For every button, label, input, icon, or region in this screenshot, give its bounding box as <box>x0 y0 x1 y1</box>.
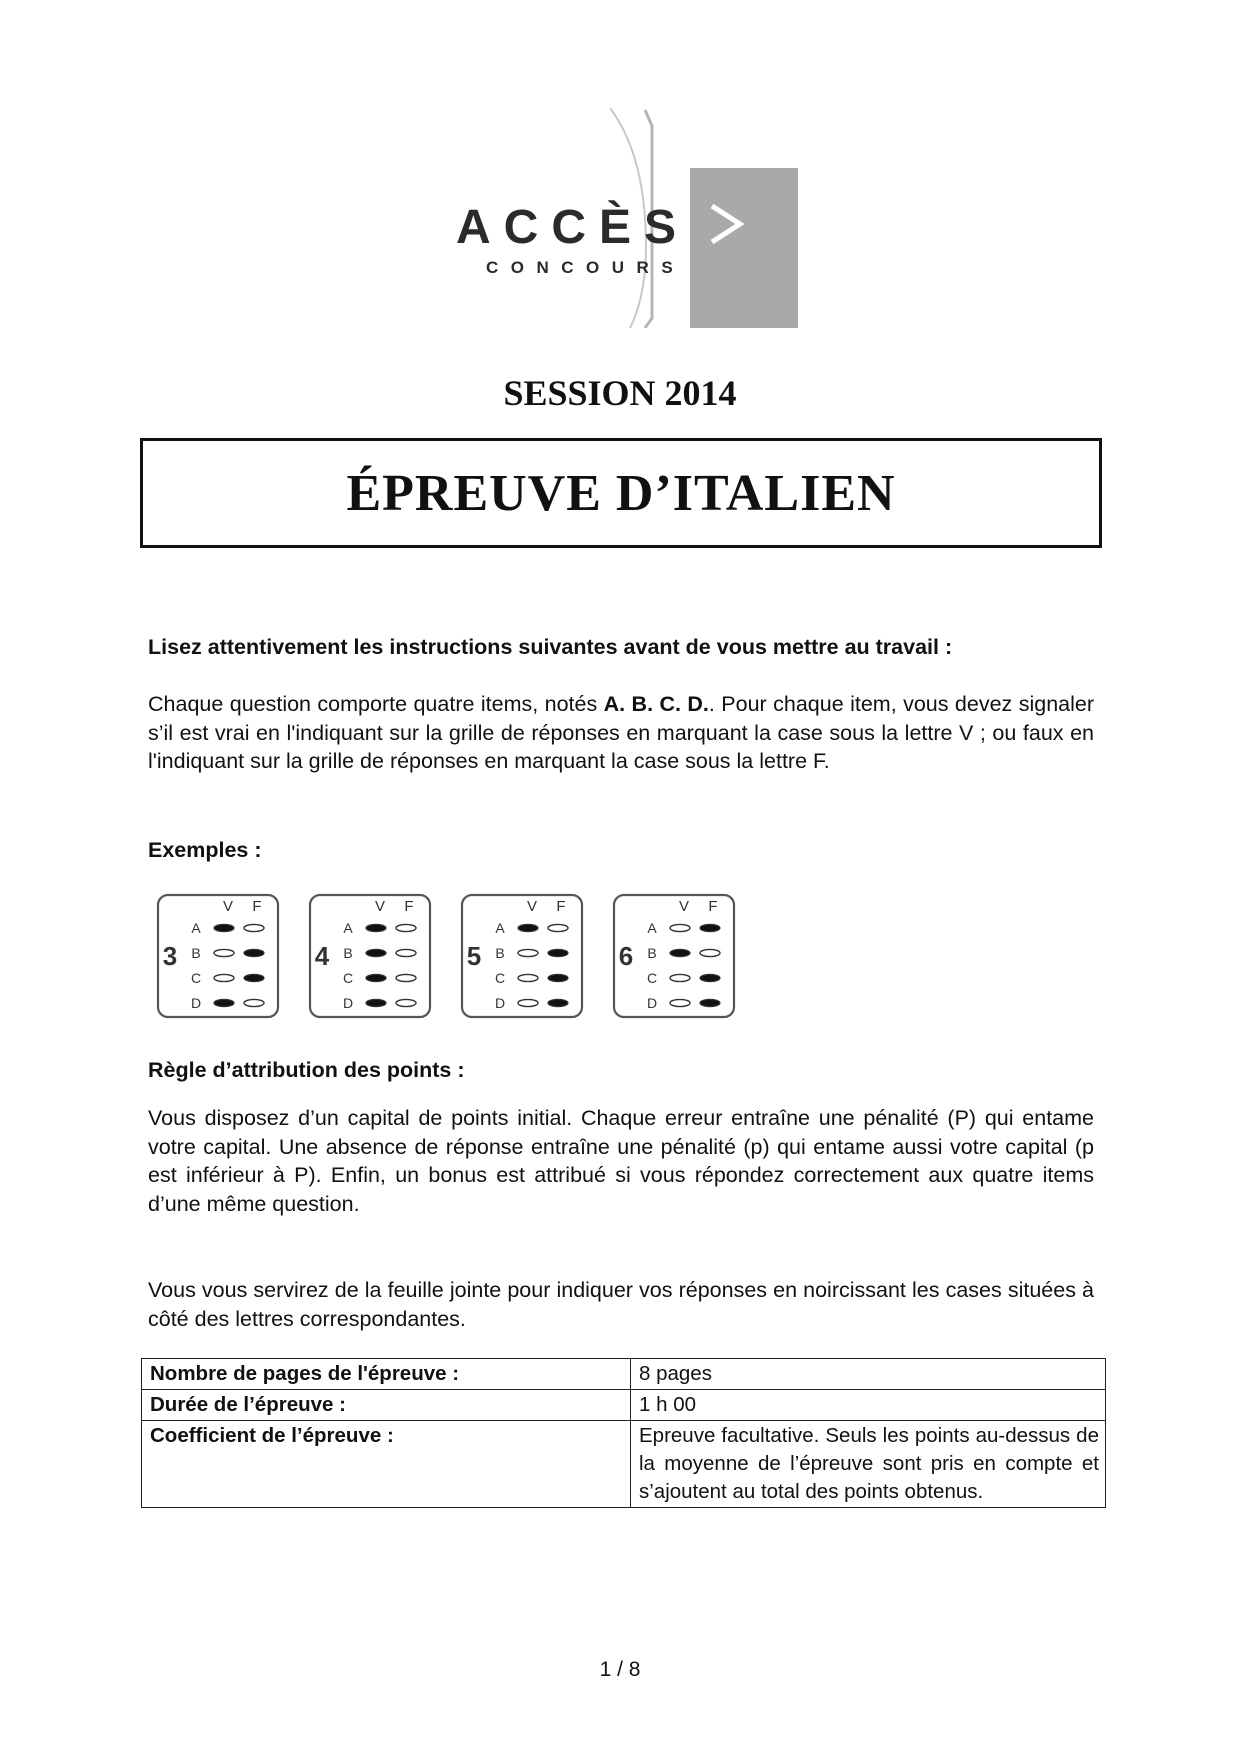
row-label: C <box>494 970 506 986</box>
filled-bubble <box>518 924 538 931</box>
exam-title-box <box>140 438 1102 548</box>
info-label: Coefficient de l’épreuve : <box>142 1421 631 1508</box>
empty-bubble <box>670 974 690 981</box>
empty-bubble <box>670 999 690 1006</box>
filled-bubble <box>214 924 234 931</box>
rules-heading: Règle d’attribution des points : <box>148 1058 465 1082</box>
info-label: Durée de l’épreuve : <box>142 1390 631 1421</box>
filled-bubble <box>548 974 568 981</box>
column-label-f: F <box>404 898 414 915</box>
row-label: C <box>646 970 658 986</box>
empty-bubble <box>396 949 416 956</box>
row-label: A <box>191 920 201 936</box>
table-row <box>142 1359 1106 1390</box>
question-number: 4 <box>314 941 330 971</box>
filled-bubble <box>670 949 690 956</box>
filled-bubble <box>366 949 386 956</box>
row-label: B <box>191 945 201 961</box>
column-label-v: V <box>678 898 690 915</box>
info-value: 8 pages <box>631 1359 1106 1390</box>
filled-bubble <box>366 924 386 931</box>
example-card <box>156 893 280 1019</box>
row-label: B <box>647 945 657 961</box>
answer-grid <box>460 893 584 1019</box>
exam-info-table <box>141 1358 1106 1508</box>
logo-word-concours: CONCOURS <box>486 258 686 277</box>
row-label: C <box>342 970 354 986</box>
filled-bubble <box>244 974 264 981</box>
column-label-v: V <box>374 898 386 915</box>
filled-bubble <box>548 999 568 1006</box>
instructions-text-2: . Pour chaque item, vous devez signaler s’il est vrai en l'indiquant sur la grille de réponses en marquant la case sous la lettre V ; ou faux en l'indiquant sur la grille de réponses en marquant la case sous la lettre F. <box>148 692 1095 773</box>
filled-bubble <box>548 949 568 956</box>
column-label-v: V <box>526 898 538 915</box>
empty-bubble <box>670 924 690 931</box>
empty-bubble <box>214 974 234 981</box>
filled-bubble <box>214 999 234 1006</box>
empty-bubble <box>396 999 416 1006</box>
info-label: Nombre de pages de l'épreuve : <box>142 1359 631 1390</box>
example-card <box>308 893 432 1019</box>
instructions-paragraph <box>148 690 1094 776</box>
logo-gray-panel <box>690 168 798 328</box>
row-label: B <box>343 945 353 961</box>
answer-sheet-note: Vous vous servirez de la feuille jointe pour indiquer vos réponses en noircissant les cases situées à côté des lettres correspondantes. <box>148 1278 1094 1331</box>
question-number: 3 <box>162 941 178 971</box>
answer-grid <box>156 893 280 1019</box>
filled-bubble <box>244 949 264 956</box>
column-label-f: F <box>708 898 718 915</box>
row-label: D <box>646 995 658 1011</box>
empty-bubble <box>396 924 416 931</box>
column-label-f: F <box>556 898 566 915</box>
empty-bubble <box>548 924 568 931</box>
row-label: D <box>342 995 354 1011</box>
empty-bubble <box>518 949 538 956</box>
empty-bubble <box>244 999 264 1006</box>
row-label: B <box>495 945 505 961</box>
filled-bubble <box>366 974 386 981</box>
row-label: A <box>647 920 657 936</box>
info-value: Epreuve facultative. Seuls les points au-dessus de la moyenne de l’épreuve sont pris en compte et s’ajoutent au total des points obtenus. <box>631 1421 1106 1508</box>
empty-bubble <box>700 949 720 956</box>
table-row <box>142 1421 1106 1508</box>
exam-title: ÉPREUVE D’ITALIEN <box>346 464 896 522</box>
examples-heading: Exemples : <box>148 838 262 862</box>
column-label-f: F <box>252 898 262 915</box>
empty-bubble <box>244 924 264 931</box>
acces-concours-logo <box>440 108 800 328</box>
answer-grid <box>308 893 432 1019</box>
column-label-v: V <box>222 898 234 915</box>
row-label: D <box>494 995 506 1011</box>
row-label: C <box>190 970 202 986</box>
empty-bubble <box>518 974 538 981</box>
example-card <box>460 893 584 1019</box>
filled-bubble <box>700 924 720 931</box>
rules-paragraph: Vous disposez d’un capital de points initial. Chaque erreur entraîne une pénalité (P) qui entame votre capital. Une absence de réponse entraîne une pénalité (p) qui entame aussi votre capital (p est inférieur à P). Enfin, un bonus est attribué si vous répondez correctement aux quatre items d’une même question. <box>148 1106 1094 1216</box>
filled-bubble <box>700 999 720 1006</box>
filled-bubble <box>700 974 720 981</box>
question-number: 6 <box>618 941 634 971</box>
instructions-text-1: Chaque question comporte quatre items, notés <box>148 692 604 716</box>
answer-grid <box>612 893 736 1019</box>
info-value: 1 h 00 <box>631 1390 1106 1421</box>
row-label: A <box>495 920 505 936</box>
row-label: D <box>190 995 202 1011</box>
empty-bubble <box>396 974 416 981</box>
table-row <box>142 1390 1106 1421</box>
filled-bubble <box>366 999 386 1006</box>
empty-bubble <box>214 949 234 956</box>
row-label: A <box>343 920 353 936</box>
logo-word-acces: ACCÈS <box>456 201 690 254</box>
empty-bubble <box>518 999 538 1006</box>
instructions-heading: Lisez attentivement les instructions suivantes avant de vous mettre au travail : <box>148 635 953 659</box>
page-number: 1 / 8 <box>599 1658 641 1681</box>
question-number: 5 <box>466 941 482 971</box>
session-year: SESSION 2014 <box>503 373 737 413</box>
instructions-items-bold: A. B. C. D. <box>603 692 709 716</box>
example-card <box>612 893 736 1019</box>
